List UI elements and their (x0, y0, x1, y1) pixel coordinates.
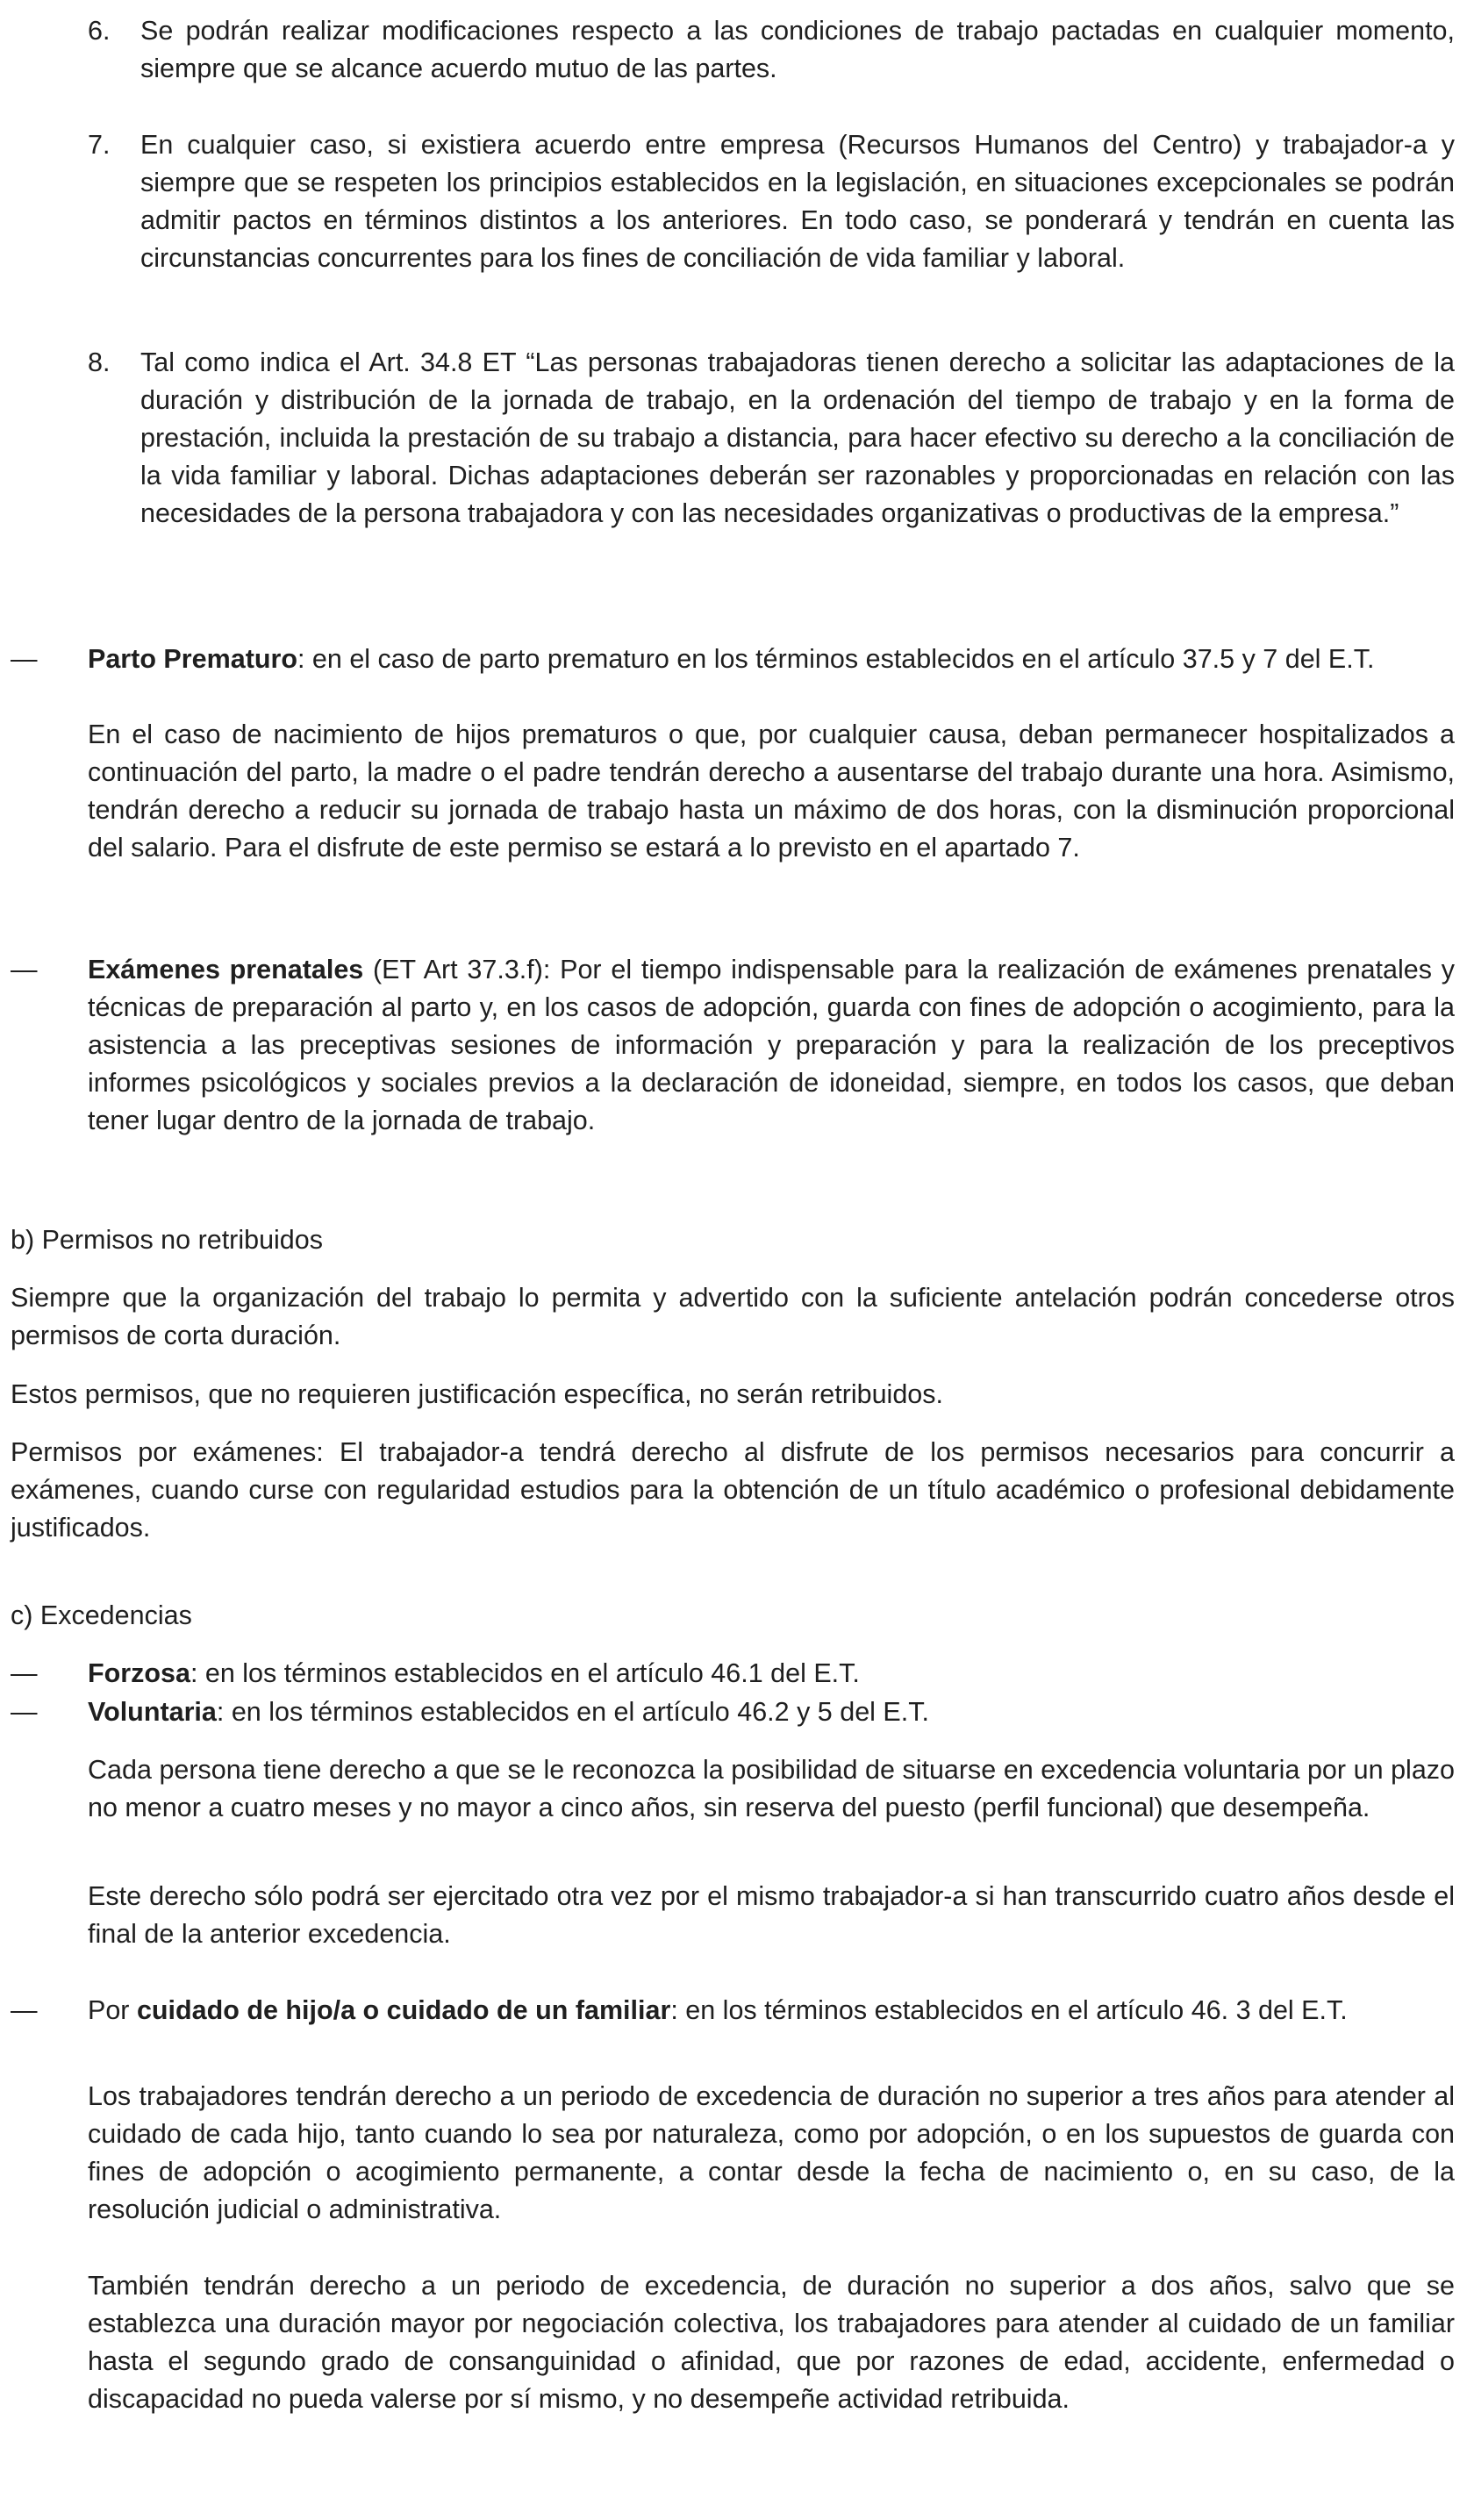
cuidado-paragraph-2: También tendrán derecho a un periodo de excedencia, de duración no superior a dos años, salvo que se establezca una duración mayor por negociación colectiva, los trabajadores para atender al cuidado de un familiar hasta el segundo grado de consanguinidad o afinidad, que por razones de edad, accidente, enfermedad o discapacidad no pueda valerse por sí mismo, y no desempeñe actividad retribuida. (88, 2271, 1455, 2414)
voluntaria-title: Voluntaria (88, 1697, 217, 1727)
forzosa-item (88, 1655, 1455, 1693)
cuidado-text: : en los términos establecidos en el artículo 46. 3 del E.T. (670, 1995, 1348, 2025)
section-b-paragraph-3: Permisos por exámenes: El trabajador-a tendrá derecho al disfrute de los permisos necesarios para concurrir a exámenes, cuando curse con regularidad estudios para la obtención de un título académico o profesional debidamente justificados. (11, 1437, 1455, 1543)
cuidado-item (88, 1992, 1455, 2030)
section-b-paragraph-1: Siempre que la organización del trabajo lo permita y advertido con la suficiente antelación podrán concederse otros permisos de corta duración. (11, 1283, 1455, 1350)
dash-bullet: — (11, 955, 38, 984)
list-item-text: Se podrán realizar modificaciones respecto a las condiciones de trabajo pactadas en cualquier momento, siempre que se alcance acuerdo mutuo de las partes. (140, 16, 1455, 83)
examenes-prenatales-title: Exámenes prenatales (88, 955, 364, 984)
parto-prematuro-body: En el caso de nacimiento de hijos prematuros o que, por cualquier causa, deban permanecer hospitalizados a continuación del parto, la madre o el padre tendrán derecho a ausentarse del trabajo durante una hora. Asimismo, tendrán derecho a reducir su jornada de trabajo hasta un máximo de dos horas, con la disminución proporcional del salario. Para el disfrute de este permiso se estará a lo previsto en el apartado 7. (88, 719, 1455, 863)
parto-prematuro-title: Parto Prematuro (88, 644, 297, 674)
voluntaria-paragraph-2: Este derecho sólo podrá ser ejercitado otra vez por el mismo trabajador-a si han transcurrido cuatro años desde el final de la anterior excedencia. (88, 1881, 1455, 1949)
dash-bullet: — (11, 1995, 38, 2025)
parto-prematuro-intro (88, 641, 1455, 678)
list-item-text: Tal como indica el Art. 34.8 ET “Las personas trabajadoras tienen derecho a solicitar las adaptaciones de la duración y distribución de la jornada de trabajo, en la ordenación del tiempo de trabajo y en la forma de prestación, incluida la prestación de su trabajo a distancia, para hacer efectivo su derecho a la conciliación de la vida familiar y laboral. Dichas adaptaciones deberán ser razonables y proporcionadas en relación con las necesidades de la persona trabajadora y con las necesidades organizativas o productivas de la empresa.” (140, 347, 1455, 528)
examenes-prenatales-paragraph (88, 951, 1455, 1140)
dash-bullet: — (11, 644, 38, 674)
dash-bullet: — (11, 1658, 38, 1688)
cuidado-prefix: Por (88, 1995, 137, 2025)
list-item-text: En cualquier caso, si existiera acuerdo entre empresa (Recursos Humanos del Centro) y trabajador-a y siempre que se respeten los principios establecidos en la legislación, en situaciones excepcionales se podrán admitir pactos en términos distintos a los anteriores. En todo caso, se ponderará y tendrán en cuenta las circunstancias concurrentes para los fines de conciliación de vida familiar y laboral. (140, 130, 1455, 273)
dash-bullet: — (11, 1697, 38, 1727)
voluntaria-item (88, 1693, 1455, 1731)
voluntaria-paragraph-1: Cada persona tiene derecho a que se le reconozca la posibilidad de situarse en excedencia voluntaria por un plazo no menor a cuatro meses y no mayor a cinco años, sin reserva del puesto (perfil funcional) que desempeña. (88, 1755, 1455, 1822)
cuidado-paragraph-1: Los trabajadores tendrán derecho a un periodo de excedencia de duración no superior a tres años para atender al cuidado de cada hijo, tanto cuando lo sea por naturaleza, como por adopción, o en los supuestos de guarda con fines de adopción o acogimiento permanente, a contar desde la fecha de nacimiento o, en su caso, de la resolución judicial o administrativa. (88, 2081, 1455, 2224)
cuidado-title: cuidado de hijo/a o cuidado de un familiar (136, 1995, 671, 2025)
forzosa-title: Forzosa (88, 1658, 190, 1688)
voluntaria-text: : en los términos establecidos en el artículo 46.2 y 5 del E.T. (216, 1697, 929, 1727)
list-number: 8. (88, 347, 111, 377)
list-number: 6. (88, 16, 111, 46)
section-b-heading: b) Permisos no retribuidos (11, 1225, 323, 1255)
list-number: 7. (88, 130, 111, 160)
section-c-heading: c) Excedencias (11, 1600, 192, 1630)
examenes-prenatales-text: (ET Art 37.3.f): Por el tiempo indispensable para la realización de exámenes prenatales y técnicas de preparación al parto y, en los casos de adopción, guarda con fines de adopción o acogimiento, para la asistencia a las preceptivas sesiones de información y preparación y para la realización de los preceptivos informes psicológicos y sociales previos a la declaración de idoneidad, siempre, en todos los casos, que deban tener lugar dentro de la jornada de trabajo. (88, 955, 1455, 1135)
parto-prematuro-intro-text: : en el caso de parto prematuro en los términos establecidos en el artículo 37.5 y 7 del E.T. (297, 644, 1375, 674)
forzosa-text: : en los términos establecidos en el artículo 46.1 del E.T. (190, 1658, 860, 1688)
section-b-paragraph-2: Estos permisos, que no requieren justificación específica, no serán retribuidos. (11, 1379, 943, 1409)
